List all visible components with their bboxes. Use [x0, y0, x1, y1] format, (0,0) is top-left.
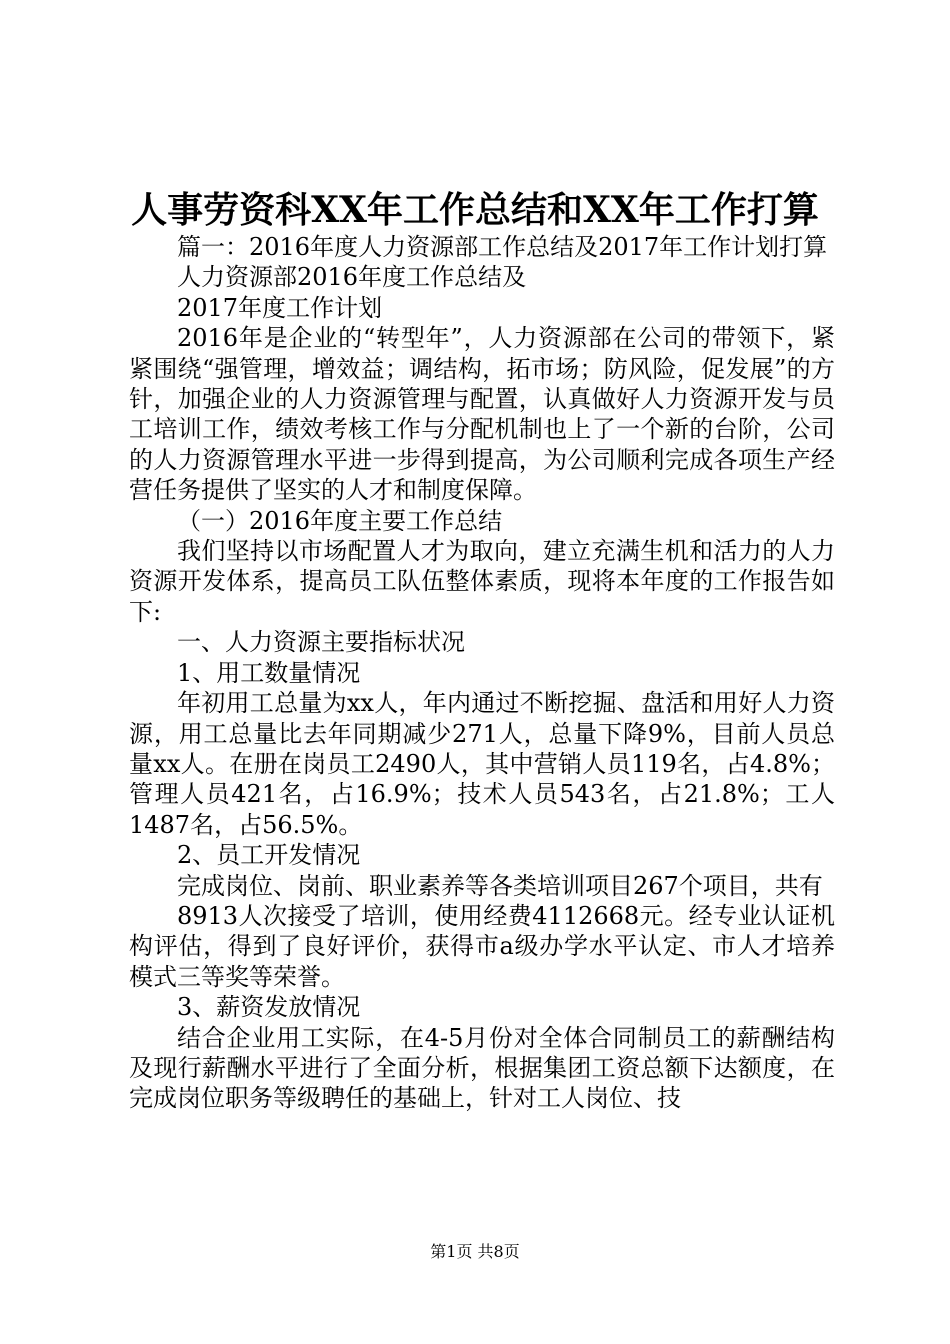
document-title: 人事劳资科XX年工作总结和XX年工作打算: [131, 189, 819, 231]
paragraph: 一、人力资源主要指标状况: [177, 628, 465, 657]
paragraph: 1、用工数量情况: [177, 658, 361, 687]
paragraph: 完成岗位、岗前、职业素养等各类培训项目267个项目，共有: [177, 871, 823, 900]
paragraph: 我们坚持以市场配置人才为取向，建立充满生机和活力的人力资源开发体系，提高员工队伍整体素质，现将本年度的工作报告如下:: [129, 537, 835, 626]
paragraph: （一）2016年度主要工作总结: [177, 506, 503, 535]
paragraph: 年初用工总量为xx人，年内通过不断挖掘、盘活和用好人力资源，用工总量比去年同期减少271人，总量下降9%，目前人员总量xx人。在册在岗员工2490人，其中营销人员119名，占4.8%；管理人员421名，占16.9%；技术人员543名，占21.8%；工人1487名，占56.5%。: [129, 689, 835, 839]
paragraph: 2016年是企业的“转型年”，人力资源部在公司的带领下，紧紧围绕“强管理，增效益；调结构，拓市场；防风险，促发展”的方针，加强企业的人力资源管理与配置，认真做好人力资源开发与员工培训工作，绩效考核工作与分配机制也上了一个新的台阶，公司的人力资源管理水平进一步得到提高，为公司顺利完成各项生产经营任务提供了坚实的人才和制度保障。: [129, 324, 835, 505]
paragraph: 2、员工开发情况: [177, 841, 361, 870]
paragraph: 2017年度工作计划: [177, 293, 383, 322]
document-body: [129, 232, 835, 1114]
paragraph: 结合企业用工实际，在4-5月份对全体合同制员工的薪酬结构及现行薪酬水平进行了全面分析，根据集团工资总额下达额度，在完成岗位职务等级聘任的基础上，针对工人岗位、技: [129, 1023, 835, 1113]
paragraph: 3、薪资发放情况: [177, 993, 361, 1022]
paragraph: 8913人次接受了培训，使用经费4112668元。经专业认证机构评估，得到了良好评价，获得市a级办学水平认定、市人才培养模式三等奖等荣誉。: [129, 901, 835, 991]
page-footer: 第1页 共8页: [430, 1242, 520, 1261]
paragraph: 篇一：2016年度人力资源部工作总结及2017年工作计划打算: [177, 233, 828, 261]
paragraph: 人力资源部2016年度工作总结及: [177, 263, 527, 292]
